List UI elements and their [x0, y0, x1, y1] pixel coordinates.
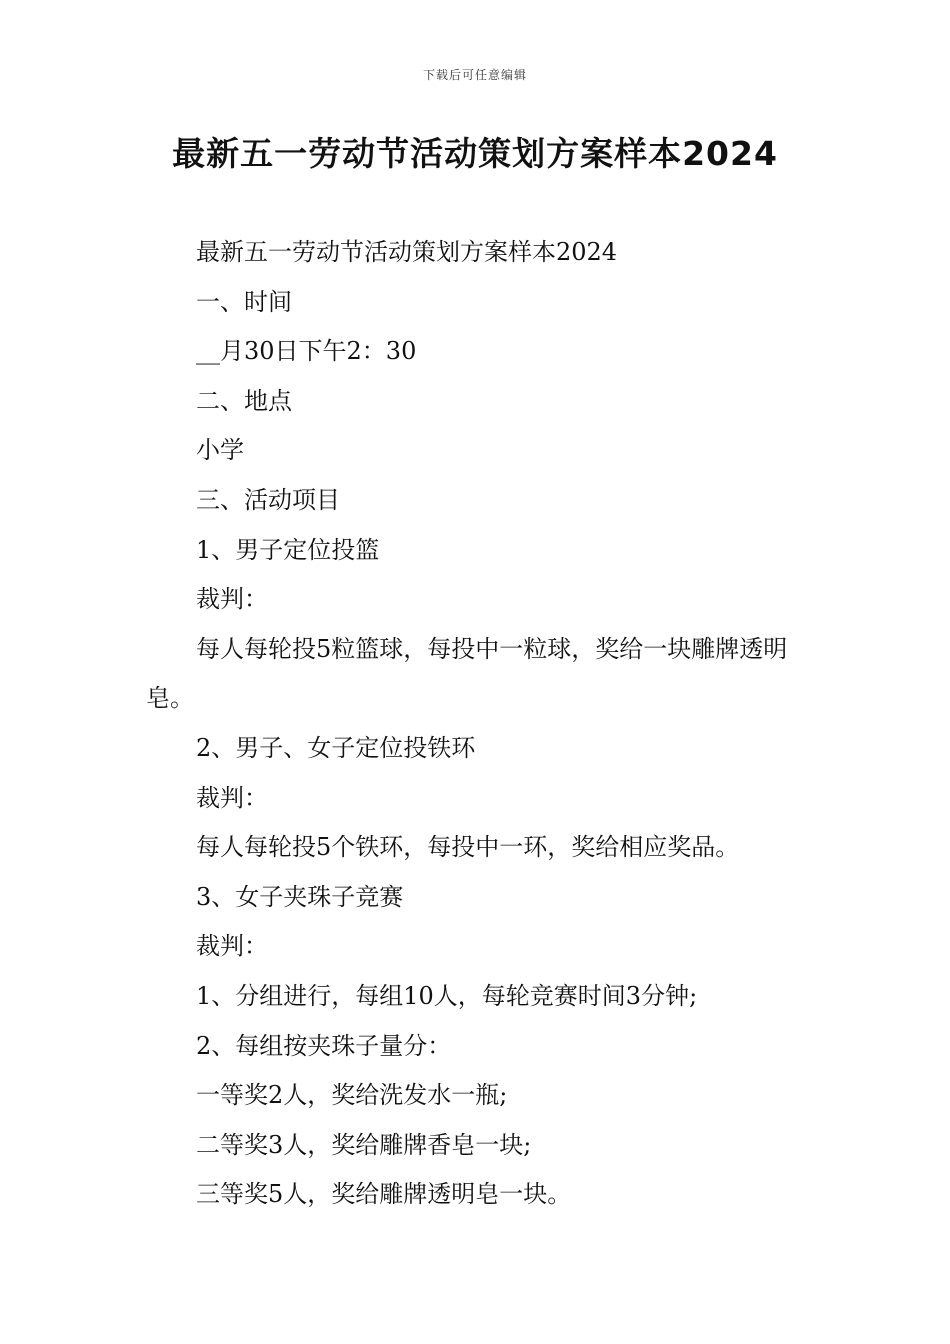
- paragraph-subtitle: 最新五一劳动节活动策划方案样本2024: [196, 238, 618, 266]
- prize-first: 一等奖2人，奖给洗发水一瓶;: [196, 1081, 508, 1110]
- paragraph-rule-1: 每人每轮投5粒篮球，每投中一粒球，奖给一块雕牌透明皂。: [146, 634, 788, 713]
- section-heading-time: 一、时间: [196, 287, 292, 316]
- activity-heading-3: 3、女子夹珠子竞赛: [196, 882, 404, 911]
- paragraph-time: __月30日下午2：30: [196, 337, 417, 366]
- paragraph-rule-3a: 1、分组进行，每组10人，每轮竞赛时间3分钟;: [196, 981, 698, 1010]
- paragraph-rule-3b: 2、每组按夹珠子量分：: [196, 1031, 452, 1060]
- document-body: [146, 228, 816, 1220]
- prize-third: 三等奖5人，奖给雕牌透明皂一块。: [196, 1180, 572, 1209]
- activity-heading-1: 1、男子定位投篮: [196, 535, 380, 564]
- header-note: 下载后可任意编辑: [422, 68, 527, 82]
- activity-heading-2: 2、男子、女子定位投铁环: [196, 733, 476, 762]
- referee-label-1: 裁判：: [196, 585, 268, 614]
- document-title: 最新五一劳动节活动策划方案样本2024: [172, 134, 778, 173]
- section-heading-location: 二、地点: [196, 386, 292, 415]
- prize-second: 二等奖3人，奖给雕牌香皂一块;: [196, 1130, 532, 1159]
- section-heading-activities: 三、活动项目: [196, 485, 340, 514]
- referee-label-2: 裁判：: [196, 783, 268, 812]
- paragraph-location: 小学: [196, 436, 244, 465]
- referee-label-3: 裁判：: [196, 932, 268, 961]
- paragraph-rule-2: 每人每轮投5个铁环，每投中一环，奖给相应奖品。: [196, 833, 740, 862]
